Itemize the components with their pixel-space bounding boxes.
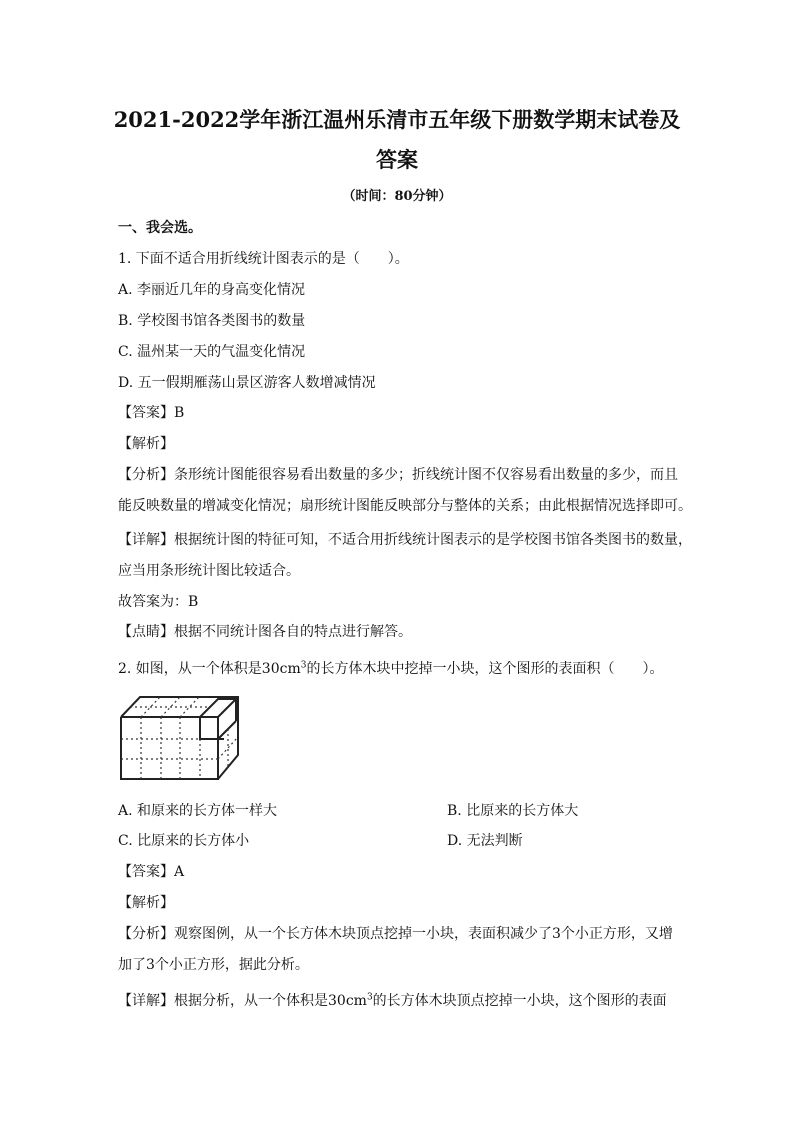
q2-stem	[118, 659, 663, 679]
section-heading: 一、我会选。	[118, 220, 202, 236]
q2-xiangjie-line1	[118, 991, 667, 1011]
page-title: 2021-2022学年浙江温州乐清市五年级下册数学期末试卷及	[113, 107, 681, 132]
q2-xiangjie-superscript: 3	[366, 992, 373, 1003]
q1-xiangjie-line2: 应当用条形统计图比较适合。	[118, 563, 300, 579]
exam-duration: （时间：80分钟）	[342, 189, 452, 204]
q1-option-c: C. 温州某一天的气温变化情况	[118, 344, 306, 360]
q2-stem-pre: 2. 如图，从一个体积是30cm	[118, 661, 301, 677]
q1-final-answer: 故答案为：B	[118, 594, 199, 610]
cuboid-figure	[118, 693, 240, 783]
q1-answer: 【答案】B	[118, 405, 185, 421]
q2-option-a: A. 和原来的长方体一样大	[118, 803, 278, 819]
q2-option-c: C. 比原来的长方体小	[118, 833, 250, 849]
q1-stem: 1. 下面不适合用折线统计图表示的是（ ）。	[118, 251, 409, 267]
q2-option-d: D. 无法判断	[447, 833, 523, 849]
q1-option-a: A. 李丽近几年的身高变化情况	[118, 282, 306, 298]
q1-fenxi-line2: 能反映数量的增减变化情况；扇形统计图能反映部分与整体的关系；由此根据情况选择即可。	[118, 498, 692, 514]
q2-option-b: B. 比原来的长方体大	[447, 803, 579, 819]
q2-xiangjie-pre: 【详解】根据分析，从一个体积是30cm	[118, 993, 367, 1009]
q2-answer: 【答案】A	[118, 864, 185, 880]
q1-dianjing: 【点睛】根据不同统计图各自的特点进行解答。	[118, 624, 412, 640]
q2-stem-superscript: 3	[300, 660, 307, 671]
q1-fenxi-line1: 【分析】条形统计图能很容易看出数量的多少；折线统计图不仅容易看出数量的多少，而且	[118, 467, 678, 483]
q1-analysis-heading: 【解析】	[118, 436, 174, 452]
page-title-continued: 答案	[376, 147, 418, 172]
q1-xiangjie-line1: 【详解】根据统计图的特征可知，不适合用折线统计图表示的是学校图书馆各类图书的数量，	[118, 532, 692, 548]
q2-analysis-heading: 【解析】	[118, 895, 174, 911]
q2-fenxi-line1: 【分析】观察图例，从一个长方体木块顶点挖掉一小块，表面积减少了3个小正方形，又增	[118, 926, 673, 942]
q1-option-d: D. 五一假期雁荡山景区游客人数增减情况	[118, 375, 376, 391]
q2-fenxi-line2: 加了3个小正方形，据此分析。	[118, 957, 309, 973]
q2-stem-post: 的长方体木块中挖掉一小块，这个图形的表面积（ ）。	[306, 661, 664, 677]
q1-option-b: B. 学校图书馆各类图书的数量	[118, 313, 306, 329]
q2-xiangjie-post: 的长方体木块顶点挖掉一小块，这个图形的表面	[372, 993, 667, 1009]
